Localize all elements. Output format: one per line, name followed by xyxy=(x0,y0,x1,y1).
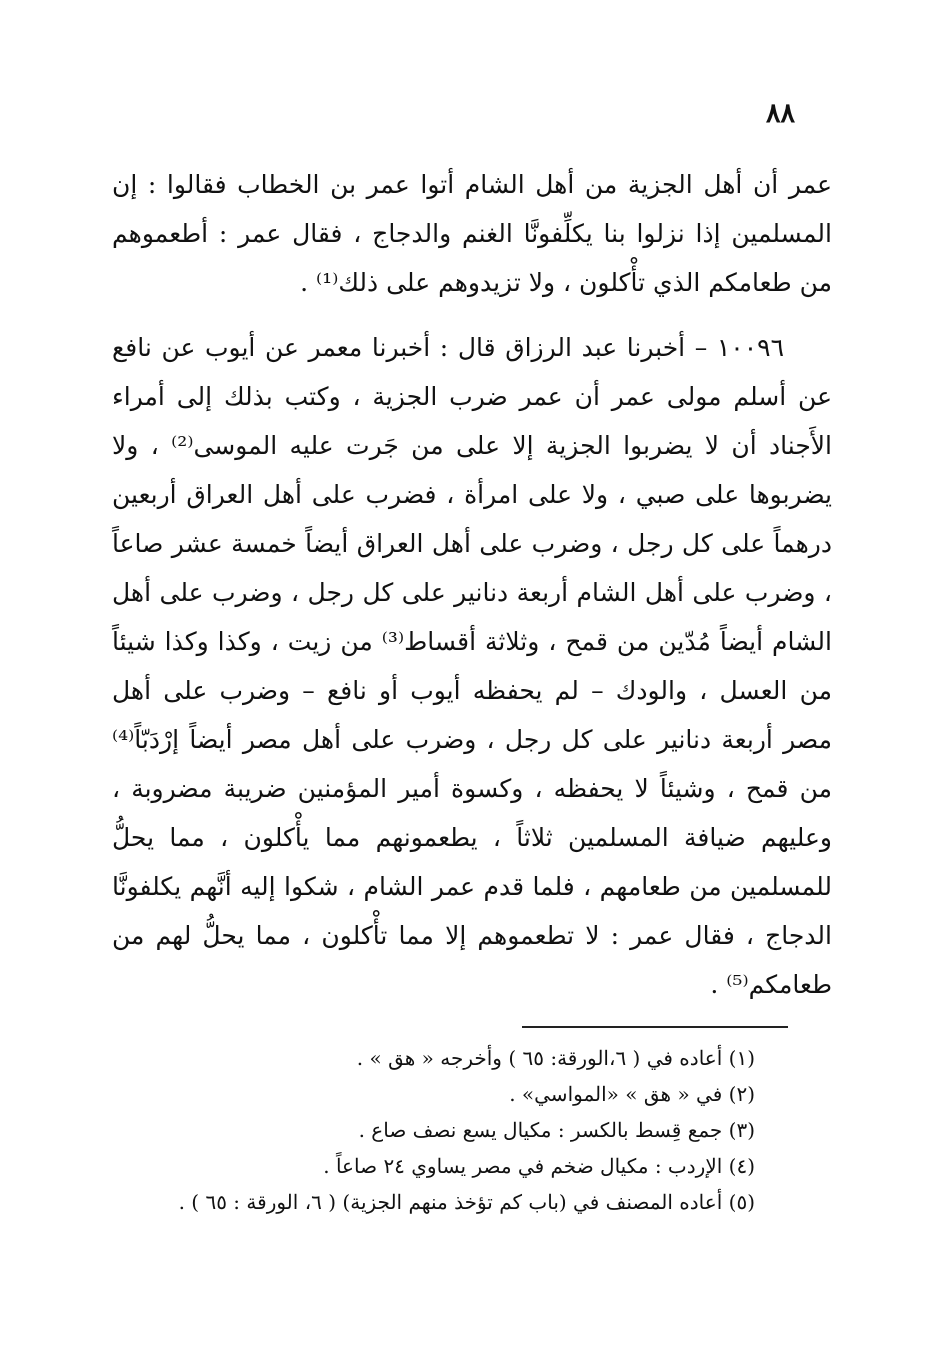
page-number: ٨٨ xyxy=(765,98,795,129)
footnote-4: (٤) الإردب : مكيال ضخم في مصر يساوي ٢٤ صاعاً . xyxy=(323,1154,755,1178)
footnote-5: (٥) أعاده المصنف في (باب كم تؤخذ منهم الجزية) ( ٦، الورقة : ٦٥ ) . xyxy=(178,1190,755,1214)
main-text xyxy=(112,160,832,1025)
footnote-3: (٣) جمع قِسط بالكسر : مكيال يسع نصف صاع . xyxy=(358,1118,755,1142)
paragraph-continuation: عمر أن أهل الجزية من أهل الشام أتوا عمر بن الخطاب فقالوا : إن المسلمين إذا نزلوا بنا يكلِّفونَّا الغنم والدجاج ، فقال عمر : أطعموهم من طعامكم الذي تأْكلون ، ولا تزيدوهم على ذلك⁽¹⁾ . xyxy=(112,170,832,297)
footnote-1: (١) أعاده في ( ٦،الورقة: ٦٥ ) وأخرجه « هق » . xyxy=(356,1046,755,1070)
footnote-2: (٢) في « هق » «المواسي» . xyxy=(509,1082,755,1106)
footnotes-list xyxy=(155,1040,755,1220)
paragraph-hadith-10096: ١٠٠٩٦ – أخبرنا عبد الرزاق قال : أخبرنا معمر عن أيوب عن نافع عن أسلم مولى عمر أن عمر ضرب الجزية ، وكتب بذلك إلى أمراء الأَجناد أن لا يضربوا الجزية إلا على من جَرت عليه الموسى⁽²⁾ ، ولا يضربوها على صبي ، ولا على امرأة ، فضرب على أهل العراق أربعين درهماً على كل رجل ، وضرب على أهل العراق أيضاً خمسة عشر صاعاً ، وضرب على أهل الشام أربعة دنانير على كل رجل ، وضرب على أهل الشام أيضاً مُدّين من قمح ، وثلاثة أقساط⁽³⁾ من زيت ، وكذا وكذا شيئاً من العسل ، والودك – لم يحفظه أيوب أو نافع – وضرب على أهل مصر أربعة دنانير على كل رجل ، وضرب على أهل مصر أيضاً إرْدَبّاً⁽⁴⁾ من قمح ، وشيئاً لا يحفظه ، وكسوة أمير المؤمنين ضريبة مضروبة ، وعليهم ضيافة المسلمين ثلاثاً ، يطعمونهم مما يأْكلون ، مما يحلُّ للمسلمين من طعامهم ، فلما قدم عمر الشام ، شكوا إليه أنَّهم يكلفونَّا الدجاج ، فقال عمر : لا تطعموهم إلا مما تأْكلون ، مما يحلُّ لهم من طعامكم⁽⁵⁾ . xyxy=(112,333,833,999)
footnote-divider xyxy=(522,1026,788,1028)
